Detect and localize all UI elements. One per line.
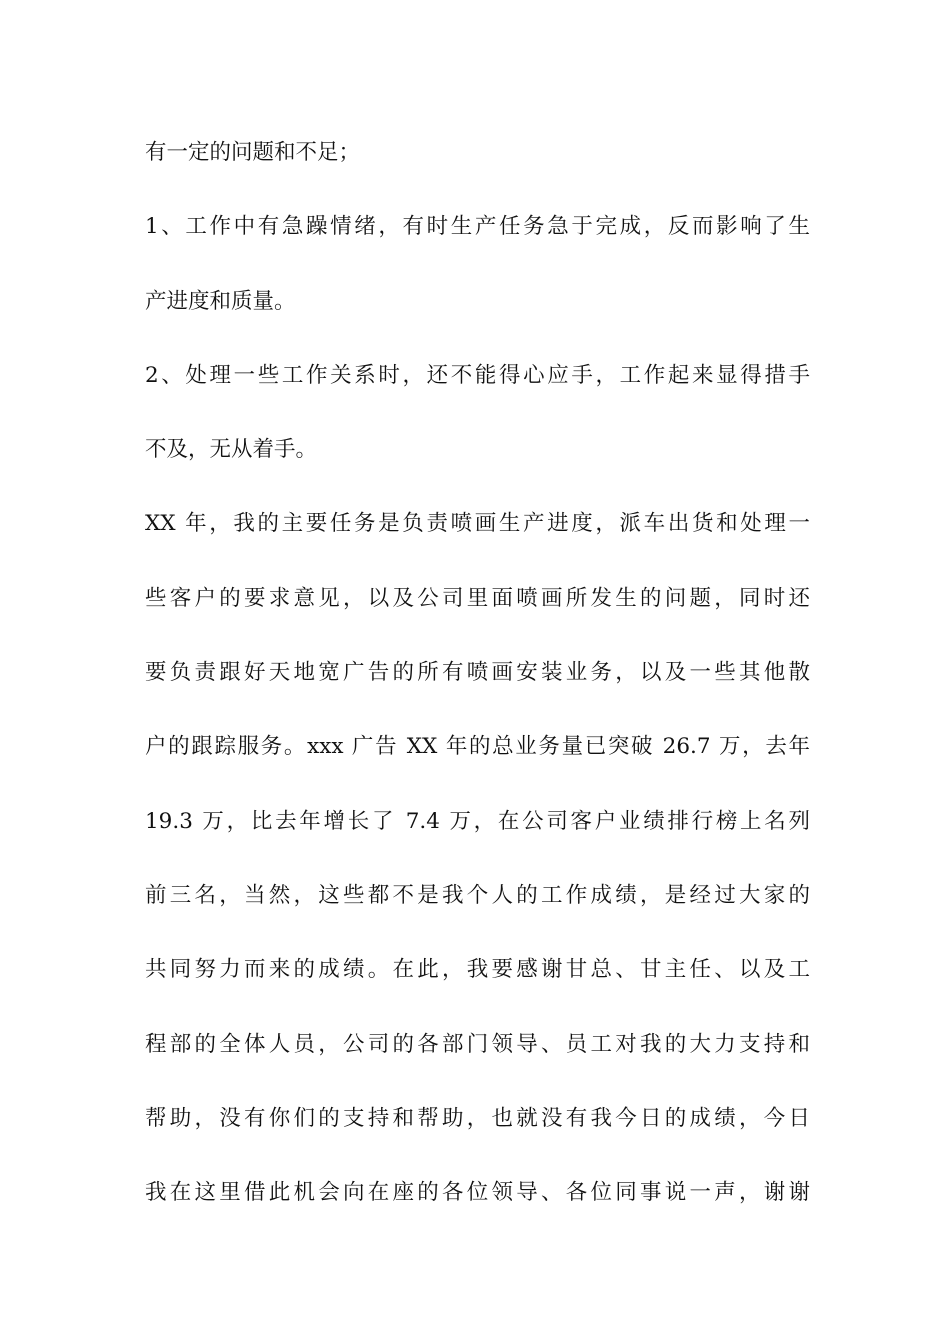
text-line-9: 户的跟踪服务。xxx 广告 XX 年的总业务量已突破 26.7 万，去年 [145, 734, 810, 760]
text-line-13: 程部的全体人员，公司的各部门领导、员工对我的大力支持和 [145, 1031, 810, 1057]
text-line-8: 要负责跟好天地宽广告的所有喷画安装业务，以及一些其他散 [145, 660, 810, 686]
text-line-12: 共同努力而来的成绩。在此，我要感谢甘总、甘主任、以及工 [145, 957, 810, 983]
text-line-3: 产进度和质量。 [145, 288, 296, 314]
text-line-2: 1、工作中有急躁情绪，有时生产任务急于完成，反而影响了生 [145, 214, 810, 240]
text-line-10: 19.3 万，比去年增长了 7.4 万，在公司客户业绩排行榜上名列 [145, 808, 810, 834]
text-line-5: 不及，无从着手。 [145, 437, 318, 463]
text-line-6: XX 年，我的主要任务是负责喷画生产进度，派车出货和处理一 [145, 511, 810, 537]
text-line-11: 前三名，当然，这些都不是我个人的工作成绩，是经过大家的 [145, 882, 810, 908]
text-line-7: 些客户的要求意见，以及公司里面喷画所发生的问题，同时还 [145, 585, 810, 611]
text-line-14: 帮助，没有你们的支持和帮助，也就没有我今日的成绩，今日 [145, 1105, 810, 1131]
document-body [145, 128, 810, 1242]
text-line-1: 有一定的问题和不足； [145, 140, 361, 165]
text-line-15: 我在这里借此机会向在座的各位领导、各位同事说一声，谢谢 [145, 1180, 810, 1206]
text-line-4: 2、处理一些工作关系时，还不能得心应手，工作起来显得措手 [145, 362, 810, 388]
